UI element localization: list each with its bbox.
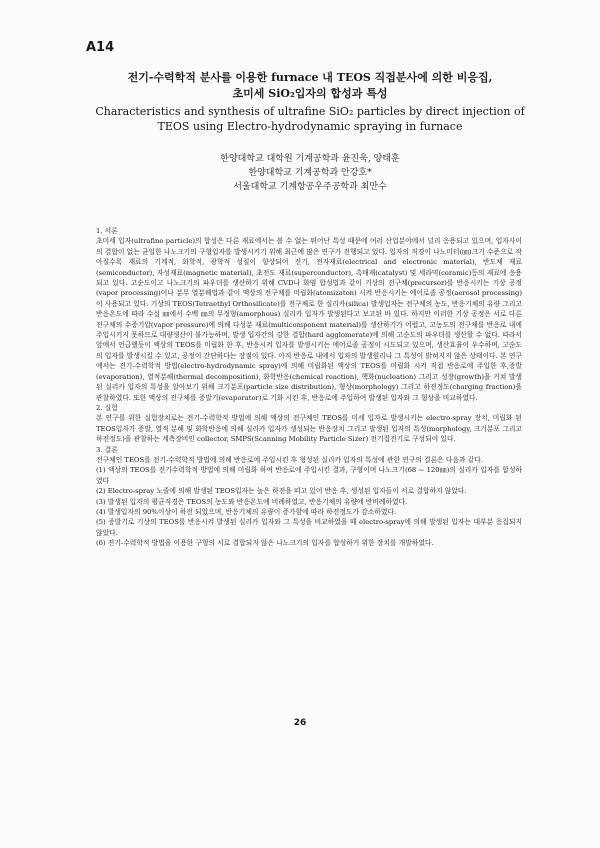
- author-line: 서울대학교 기계항공우주공학과 최만수: [233, 182, 387, 192]
- english-title-line-1: Characteristics and synthesis of ultrafine SiO₂ particles by direct injection of: [95, 105, 525, 118]
- korean-title: [80, 70, 540, 102]
- introduction-paragraph: 초미세 입자(ultrafine particle)의 합성은 다른 재료에서는 볼 수 없는 뛰어난 특성 때문에 여러 산업분야에서 널리 응용되고 있으며, 입자사이의 결합이 없는 균일한 나노크기의 구형입자를 발생시키기 위해 최근에 많은 연구가 진행되고 있다. 입자의 직경이 나노미터(㎚)크기 수준으로 작아질수록 재료의 기계적, 화학적, 광학적 성질이 향상되어 전기, 전자재료(electrical and electronic material), 반도체 재료(semiconductor), 자성재료(magnetic material), 초전도 재료(superconductor), 촉매재(catalyst) 및 세라믹(ceramic)등의 재료에 응용되고 있다. 고순도이고 나노크기의 파우더를 생산하기 위해 CVD나 화염 합성법과 같이 기상의 전구체(precursor)를 반응시키는 기상 공정(vapor processing)이나 분무 열분해법과 같이 액상의 전구체를 미립화(atomizaton) 시켜 반응시키는 에어로졸 공정(aerosol processing)이 사용되고 있다. 기상의 TEOS(Tetraethyl Orthosilicate)를 전구체로 한 실리카(silica) 발생입자는 전구체의 농도, 반응기체의 유량 그리고 반응온도에 따라 수십 ㎚에서 수백 ㎚의 무정형(amorphous) 실리카 입자가 발생된다고 보고된 바 있다. 하지만 이러한 기상 공정은 서로 다른 전구체의 수증기압(vapor pressure)에 의해 다성분 재료(multicomponent material)를 생산하기가 어렵고, 고농도의 전구체를 반응로 내에 주입시키지 못하므로 대량생산이 불가능하며, 발생 입자간의 강한 결합(hard agglomerate)에 의해 고순도의 파우더를 생산할 수 없다. 따라서 앞에서 언급했듯이 액상의 TEOS를 미립화 한 후, 반응시켜 입자를 발생시키는 에어로졸 공정이 시도되고 있으며, 생산효율이 우수하며, 고순도의 입자를 발생시킬 수 있고, 공정이 간단하다는 장점이 있다. 아직 반응로 내에서 입자의 발생원리나 그 특성이 밝혀지지 않은 상태이다. 본 연구에서는 전기-수력학적 방법(electro-hydrodynamic spray)에 의해 미립화된 액상의 TEOS를 미립화 시켜 직접 반응로에 주입한 후,증발(evaporation), 열적분해(thermal decomposition), 화학반응(chemical reaction), 핵화(nucleation) 그리고 성장(growth)을 거쳐 발생된 실리카 입자의 특성을 알아보기 위해 크기분포(particle size distribution), 형상(morphology) 그리고 하전정도(charging fraction)을 관찰하였다. 또한 액상의 전구체를 증발기(evaporator)로 기화 시킨 후, 반응로에 주입하여 발생된 입자와 그 형상을 비교하였다.: [96, 237, 522, 402]
- author-line: 한양대학교 기계공학과 안강호*: [248, 168, 372, 178]
- conclusion-item: (5) 증발기로 기상의 TEOS를 반응시켜 발생된 실리카 입자와 그 특성을 비교하였을 때 electro-spray에 의해 발생된 입자는 대부분 응집되지 않았다.: [96, 518, 522, 537]
- conclusion-item: (4) 발생입자의 90%이상이 하전 되었으며, 반응기체의 유량이 증가함에 따라 하전정도가 감소하였다.: [96, 507, 397, 516]
- conclusion-intro: 전구체인 TEOS를 전기-수력학적 방법에 의해 반응로에 주입시킨 후 형성된 실리카 입자의 특성에 관한 연구의 결론은 다음과 같다.: [96, 455, 484, 464]
- english-title-line-2: TEOS using Electro-hydrodynamic spraying in furnace: [157, 120, 463, 133]
- conclusion-item: (6) 전기-수력학적 방법을 이용한 구형의 서로 결합되지 않은 나노크기의 입자를 합성하기 위한 장치를 개발하였다.: [96, 539, 434, 548]
- page-number: 26: [293, 718, 307, 728]
- paper-body: [96, 226, 522, 549]
- conclusion-item: (1) 액상의 TEOS를 전기수력학적 방법에 의해 미립화 하여 반응로에 주입시킨 결과, 구형이며 나노크기(68 ~ 120㎚)의 실리카 입자를 합성하였다: [96, 466, 522, 485]
- title-block: [80, 70, 540, 134]
- section-heading-conclusion: 3. 결론: [96, 445, 118, 454]
- korean-title-line-1: 전기-수력학적 분사를 이용한 furnace 내 TEOS 직접분사에 의한 비응집,: [127, 71, 493, 84]
- english-title: [80, 104, 540, 134]
- conclusion-item: (2) Electro-spray 노즐에 의해 발생된 TEOS입자는 높은 하전을 띠고 있어 반응 후, 생성된 입자들이 서로 결합하지 않았다.: [96, 487, 467, 496]
- conclusion-item: (3) 발생된 입자의 평균직경은 TEOS의 농도와 반응온도에 비례하였고, 반응기체의 유량에 반비례하였다.: [96, 497, 408, 506]
- section-heading-introduction: 1. 서론: [96, 227, 118, 235]
- korean-title-line-2: 초미세 SiO₂입자의 합성과 특성: [232, 87, 388, 100]
- abstract-code: A14: [86, 40, 115, 55]
- author-line: 한양대학교 대학원 기계공학과 윤진욱, 양태훈: [220, 154, 400, 164]
- experiment-paragraph: 본 연구를 위한 실험장치로는 전기-수력학적 방법에 의해 액상의 전구체인 TEOS를 미세 입자로 발생시키는 electro-spray 장치, 미립화 된 TEOS입자가 증발, 열적 분해 및 화학반응에 의해 실리카 입자가 생성되는 반응장치 그리고 발생된 입자의 특성(morphology, 크기분포 그리고 하전정도)을 관찰하는 계측장비인 collector, SMPS(Scanning Mobility Particle Sizer) 전기집진기로 구성되어 있다.: [96, 414, 522, 444]
- author-list: [120, 152, 500, 194]
- section-heading-experiment: 2. 실험: [96, 403, 118, 412]
